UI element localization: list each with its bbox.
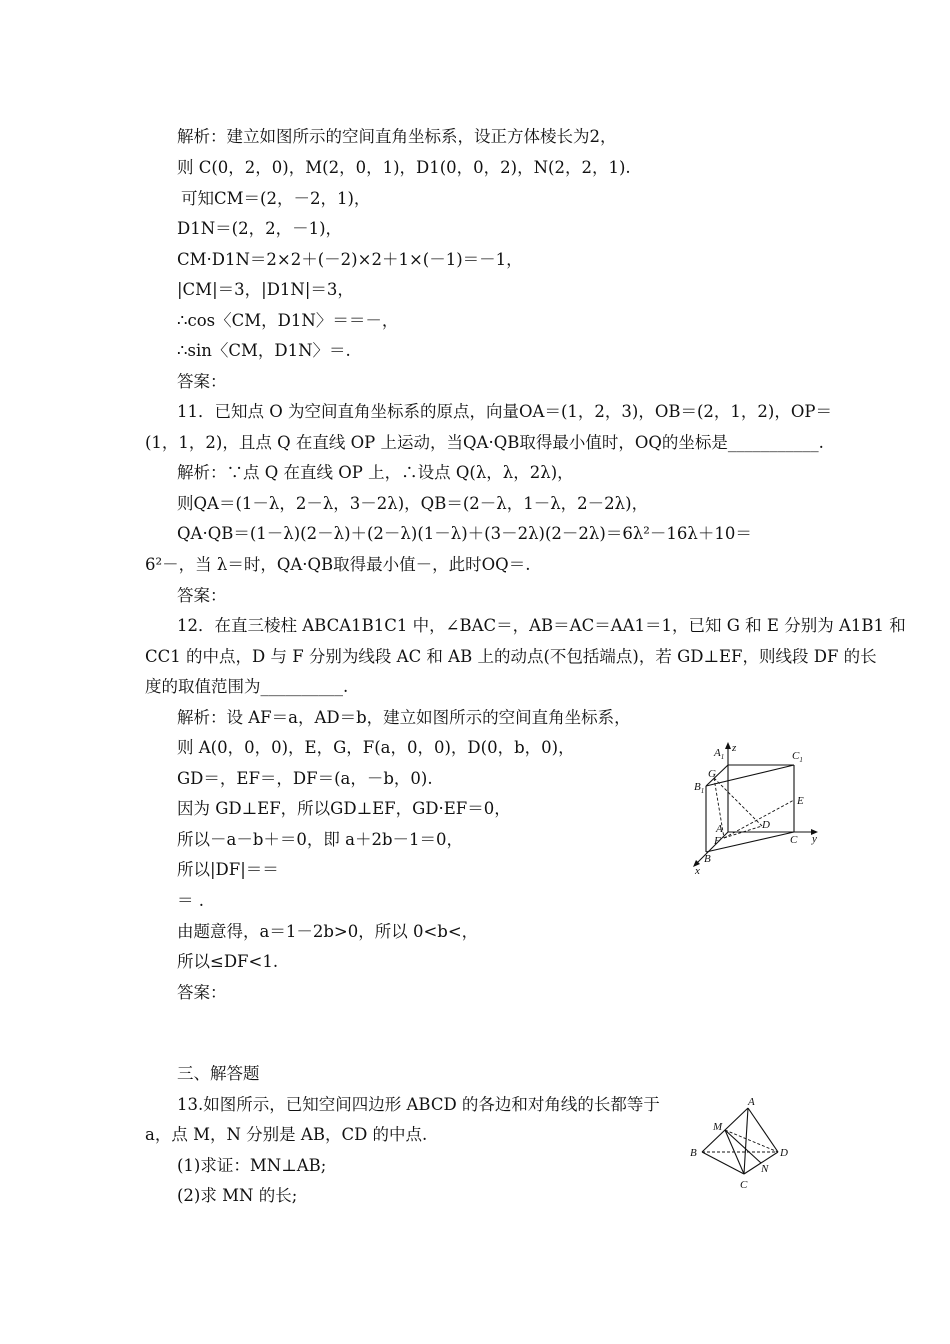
line-28: 所以≤DF<1. [177,952,279,971]
line-22: GD＝，EF＝，DF＝(a，－b，0). [177,769,433,788]
line-9: 答案： [177,372,227,391]
label-C: C [740,1179,748,1191]
line-23: 因为 GD⊥EF，所以GD⊥EF，GD·EF＝0， [177,799,511,818]
line-25: 所以|DF|＝＝ [177,860,279,879]
line-16: 答案： [177,586,227,605]
line-34: (2)求 MN 的长; [177,1186,298,1205]
line-11: (1，1，2)，且点 Q 在直线 OP 上运动，当QA·QB取得最小值时，OQ的坐标是___________. [145,433,824,452]
prism-figure [680,740,850,890]
line-1: 解析：建立如图所示的空间直角坐标系，设正方体棱长为2， [177,127,617,146]
tetrahedron-figure [688,1092,808,1202]
label-D: D [762,819,770,831]
line-17: 12．在直三棱柱 ABCA1B1C1 中，∠BAC＝，AB＝AC＝AA1＝1，已知 G 和 E 分别为 A1B1 和 [177,616,906,635]
line-3: 可知CM＝(2，－2，1)， [181,189,371,208]
line-12: 解析：∵点 Q 在直线 OP 上，∴设点 Q(λ，λ，2λ)， [177,463,574,482]
line-15: 6²－，当 λ＝时，QA·QB取得最小值－，此时OQ＝. [145,555,531,574]
label-A: A [748,1096,755,1108]
line-24: 所以－a－b＋＝0，即 a＋2b－1＝0， [177,830,464,849]
line-14: QA·QB＝(1－λ)(2－λ)＋(2－λ)(1－λ)＋(3－2λ)(2－2λ)＝6λ²－16λ＋10＝ [177,524,752,543]
label-M: M [713,1121,723,1133]
label-y: y [812,833,817,845]
line-20: 解析：设 AF＝a，AD＝b，建立如图所示的空间直角坐标系， [177,708,631,727]
label-z: z [732,742,737,754]
label-G: G [708,768,716,780]
line-7: ∴cos〈CM，D1N〉＝＝－， [177,311,399,330]
section-heading: 三、解答题 [177,1064,260,1083]
line-18: CC1 的中点，D 与 F 分别为线段 AC 和 AB 上的动点(不包括端点)，若 GD⊥EF，则线段 DF 的长 [145,647,877,666]
label-B1: $B_1$ [694,781,705,795]
line-8: ∴sin〈CM，D1N〉＝. [177,341,351,360]
label-D: D [780,1147,788,1159]
label-B: B [690,1147,697,1159]
label-B: B [704,853,711,865]
label-x: x [695,865,700,877]
line-6: |CM|＝3，|D1N|＝3， [177,280,354,299]
line-29: 答案： [177,983,227,1002]
line-33: (1)求证：MN⊥AB; [177,1156,327,1175]
label-E: E [797,795,804,807]
line-13: 则QA＝(1－λ，2－λ，3－2λ)，QB＝(2－λ，1－λ，2－2λ)， [177,494,649,513]
label-A1: $A_1$ [714,747,725,761]
line-26: ＝ . [177,891,204,910]
line-31: 13.如图所示，已知空间四边形 ABCD 的各边和对角线的长都等于 [177,1095,660,1114]
line-10: 11．已知点 O 为空间直角坐标系的原点，向量OA＝(1，2，3)，OB＝(2，1，2)，OP＝ [177,402,832,421]
line-4: D1N＝(2，2，－1)， [177,219,343,238]
line-27: 由题意得，a＝1－2b>0，所以 0<b<， [177,922,479,941]
label-F: F [714,835,721,847]
line-2: 则 C(0，2，0)，M(2，0，1)，D1(0，0，2)，N(2，2，1). [177,158,631,177]
label-C1: $C_1$ [792,750,803,764]
label-A: A [716,823,723,835]
line-19: 度的取值范围为__________. [145,677,349,696]
label-N: N [761,1163,769,1175]
line-5: CM·D1N＝2×2＋(－2)×2＋1×(－1)＝－1， [177,250,523,269]
line-32: a，点 M，N 分别是 AB，CD 的中点. [145,1125,428,1144]
line-21: 则 A(0，0，0)，E，G，F(a，0，0)，D(0，b，0)， [177,738,575,757]
label-C: C [790,834,798,846]
